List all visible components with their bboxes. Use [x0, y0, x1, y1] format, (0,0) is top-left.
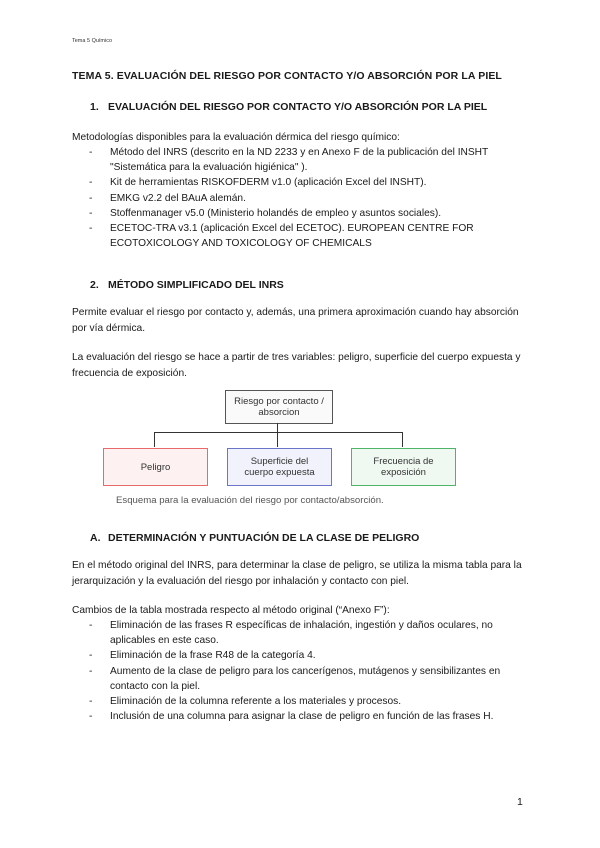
- section-2-heading: [90, 279, 284, 291]
- page-number: 1: [517, 796, 523, 808]
- list-item: - Método del INRS (descrito en la ND 2233 y en Anexo F de la publicación del INSHT "Sistemática para la evaluación higiénica" ).: [88, 145, 538, 175]
- list-item: - Aumento de la clase de peligro para los cancerígenos, mutágenos y sensibilizantes en contacto con la piel.: [88, 664, 538, 694]
- diagram-connector-left: [154, 432, 155, 447]
- changes-list: [88, 618, 538, 724]
- diagram-label-peligro: Peligro: [140, 461, 171, 473]
- diagram-connector-right: [402, 432, 403, 447]
- diagram-box-superficie: [227, 448, 332, 486]
- diagram-label-superficie: Superficie del cuerpo expuesta: [244, 456, 315, 478]
- section-a-number: A.: [90, 532, 101, 544]
- page-title: TEMA 5. EVALUACIÓN DEL RIESGO POR CONTACTO Y/O ABSORCIÓN POR LA PIEL: [72, 70, 502, 82]
- section-2-number: 2.: [90, 279, 99, 291]
- diagram-connector-middle: [277, 432, 278, 447]
- diagram-connector-horizontal: [154, 432, 402, 433]
- list-item: - Kit de herramientas RISKOFDERM v1.0 (aplicación Excel del INSHT).: [88, 175, 538, 190]
- methodology-list: [88, 145, 538, 251]
- section-2-paragraph-1: Permite evaluar el riesgo por contacto y, además, una primera aproximación cuando hay absorción por vía dérmica.: [72, 307, 519, 334]
- section-a-paragraph-1: En el método original del INRS, para determinar la clase de peligro, se utiliza la misma tabla para la jerarquización y la evaluación del riesgo por inhalación y contacto con piel.: [72, 560, 522, 587]
- diagram-box-frecuencia: [351, 448, 456, 486]
- section-1-intro: Metodologías disponibles para la evaluación dérmica del riesgo químico:: [72, 132, 400, 143]
- diagram-root-label: Riesgo por contacto / absorcion: [234, 396, 324, 418]
- section-a-title: DETERMINACIÓN Y PUNTUACIÓN DE LA CLASE DE PELIGRO: [108, 532, 420, 544]
- list-item: - Eliminación de la columna referente a los materiales y procesos.: [88, 694, 538, 709]
- section-1-number: 1.: [90, 101, 99, 113]
- diagram-caption: Esquema para la evaluación del riesgo por contacto/absorción.: [116, 495, 384, 506]
- section-a-intro: Cambios de la tabla mostrada respecto al método original (“Anexo F”):: [72, 605, 390, 616]
- diagram-root-box: [225, 390, 333, 424]
- section-1-heading: [90, 101, 487, 113]
- list-item: - Inclusión de una columna para asignar la clase de peligro en función de las frases H.: [88, 709, 538, 724]
- section-2-title: MÉTODO SIMPLIFICADO DEL INRS: [108, 279, 284, 291]
- running-header: Tema 5 Químico: [72, 38, 113, 44]
- section-2-paragraph-2: La evaluación del riesgo se hace a partir de tres variables: peligro, superficie del cuerpo expuesta y frecuencia de exposición.: [72, 352, 521, 379]
- list-item: - EMKG v2.2 del BAuA alemán.: [88, 191, 538, 206]
- section-a-heading: [90, 532, 419, 544]
- section-1-title: EVALUACIÓN DEL RIESGO POR CONTACTO Y/O ABSORCIÓN POR LA PIEL: [108, 101, 488, 113]
- diagram-box-peligro: [103, 448, 208, 486]
- list-item: - Eliminación de las frases R específicas de inhalación, ingestión y daños oculares, no aplicables en este caso.: [88, 618, 538, 648]
- list-item: - Stoffenmanager v5.0 (Ministerio holandés de empleo y asuntos sociales).: [88, 206, 538, 221]
- diagram-connector-vertical: [277, 423, 278, 432]
- diagram-label-frecuencia: Frecuencia de exposición: [373, 456, 434, 478]
- list-item: - Eliminación de la frase R48 de la categoría 4.: [88, 648, 538, 663]
- list-item: - ECETOC-TRA v3.1 (aplicación Excel del ECETOC). EUROPEAN CENTRE FOR ECOTOXICOLOGY AND TOXICOLOGY OF CHEMICALS: [88, 221, 538, 251]
- risk-evaluation-diagram: [98, 384, 462, 512]
